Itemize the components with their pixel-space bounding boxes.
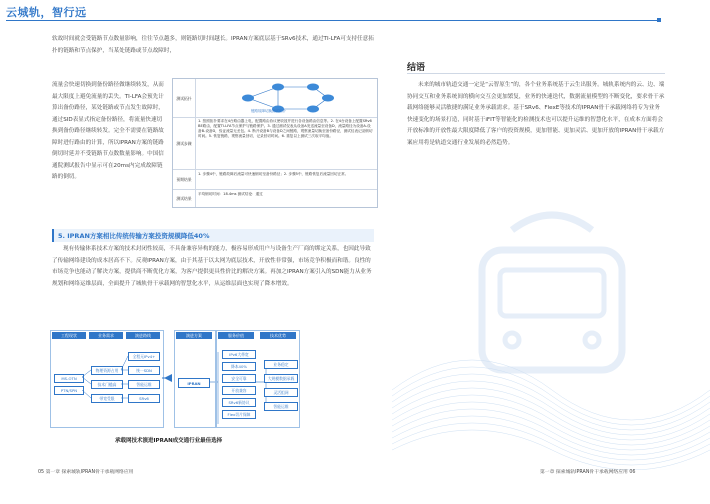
diagram-box: 技术门槛高: [91, 380, 123, 389]
row-content: 1. 按照拓扑要求在4台路由器上电，配置路由协议使收敛并进行各设备路由信息等。2. 在4台设备上配置SRv6 BE路由，配置TI-LFA节点保护与链路保护。3. 通过测试仪表从设备A发送流量至设备D，流量路径为设备A-设备B-设备D，验证流量无丢包。4. 断开设备B与设备D之间链路，观察流量切换至备份路径，测试仪表记录倒切时间。5. 恢复链路，观察流量回切，记录回切时间。6. 重复以上测试三次取平均值。: [198, 119, 373, 138]
diagram-box: Flex切片保障: [222, 410, 256, 419]
diagram-head: 演进路线: [126, 332, 160, 339]
conclusion-title: 结语: [407, 63, 426, 73]
diagram-box: SRv6新协议: [222, 398, 256, 407]
diagram-box: 统一SDN: [128, 366, 160, 375]
row-content: 1. 步骤4中，链路故障后流量可快速倒切至备份路径；2. 步骤5中，链路恢复后流量回切正常。: [198, 172, 349, 176]
diagram-box: 降本40%: [222, 362, 256, 371]
diagram-box: 智能运维: [128, 380, 160, 389]
diagram-box: 安全可靠: [222, 374, 256, 383]
section-body: 现有传输体系技术方案的技术封闭性较高，不具备兼容异构的能力，极容易形成用户与设备生产厂商的绑定关系，也因此导致了传输网络建设的成本居高不下。反观IPRAN方案，由于其基于以太网为底层技术，开放性非常强，市场竞争积极而和谐。良性的市场竞争也能动了解决方案，提供商不断优化方案，为客户提供更具性价比的解决方案。再加之IPRAN方案引入的SDN能力从业务规划和网络运维层面，全面提升了城轨骨干承载网的智慧化水平，从运维层面也实现了降本增效。: [52, 246, 372, 287]
header-dot: [657, 18, 661, 22]
diagram-head: 业务需求: [89, 332, 123, 339]
diagram-head: 工程现状: [52, 332, 86, 339]
diagram-center-box: IPRAN: [178, 378, 210, 388]
conclusion-body: 未来的城市轨道交通一定是“云智原生”的，各个业务系统基于云生出服务。城轨系统内的云、边、端协同交互和业务系统间的横向交互会更加繁复，业务的快速迭代，数据流量模型的不断变化，要求骨干承载网络能够灵活敏捷的满足业务承载需求。基于SRv6、FlexE等技术的IPRAN骨干承载网络将专为业务快速变化的场景打造，同时基于iFIT等智能化的检测技术也可以提升运维的智慧化水平，在成本方面将会开放标准的开放性最大限度降低了客户的投资规模，更加智能、更加灵活、更加开放的IPRAN骨干承载方案应用将是轨道交通行业发展的必然趋势。: [407, 82, 665, 146]
diagram-head: 技术优势: [260, 332, 296, 339]
row-label: 预期结果: [173, 169, 196, 189]
table-row: [173, 79, 377, 118]
topology-label: 链路故障切换测试拓扑: [251, 109, 286, 113]
footer-right: 第一章 探索城轨IPRAN骨干承载网络应用 06: [540, 470, 636, 475]
diagram-box: 灵活组网: [264, 388, 298, 397]
section-title: 5. IPRAN方案相比传统传输方案投资规模降低40%: [58, 232, 210, 240]
evolution-diagram: [50, 330, 380, 430]
diagram-box: MS-OTN: [54, 374, 84, 383]
table-row: [173, 117, 377, 170]
row-label: 测试结果: [173, 189, 196, 207]
header-rule: [6, 20, 661, 21]
diagram-head: 服务价值: [218, 332, 254, 339]
diagram-box: PTN/SPN: [54, 386, 84, 395]
diagram-head: 演进方案: [176, 332, 212, 339]
table-row: [173, 189, 377, 207]
table-row: [173, 169, 377, 190]
para-intro-side: 流量会快速切换到备份路径做继续转发，从而最大限度上避免流量的丢失。TI-LFA会预先计算出备份路径，某处链路或节点发生故障时，通过SID表显式指定备份路径，将流量快速切换到备份路径继续转发。完全不需要在链路故障时进行路由的计算，所以IPRAN方案的链路倒切时延并不受链路节点数数量影响。中国信通院测试报告中显示可在20ms内完成故障链路的倒切。: [52, 82, 164, 180]
test-table: [172, 78, 378, 208]
para-intro-top: 软故时间就会受链路节点数量影响，往往节点越多，则链路切时间越长。IPRAN方案底层基于SRv6技术，通过TI-LFA可支持任意拓扑的链路和节点保护，当某处链路或节点故障时，: [52, 36, 374, 54]
diagram-box: 大规模数据承载: [264, 374, 298, 383]
topology-diagram: [233, 81, 343, 115]
diagram-caption: 承载网技术演进IPRAN成交通行业最佳选择: [115, 438, 223, 444]
footer-left: 05 第一章 探索城轨IPRAN骨干承载网络应用: [38, 470, 134, 475]
row-label: 测试步骤: [173, 117, 196, 169]
decorative-train-illustration: [392, 190, 710, 470]
section-header-bar: [52, 229, 54, 242]
diagram-box: 业务稳定: [264, 360, 298, 369]
diagram-box: 智能运维: [264, 402, 298, 411]
diagram-box: 物理资源占用: [91, 366, 123, 375]
diagram-box: 全程无IPv4+: [128, 352, 160, 361]
diagram-box: 带宽受限: [91, 394, 123, 403]
row-label: 测试拓扑: [173, 79, 196, 117]
row-content: 平均倒切时间：18.4ms 测试结论：通过: [198, 192, 263, 196]
diagram-box: 开放兼容: [222, 386, 256, 395]
conclusion-rule: [407, 73, 665, 74]
diagram-box: IPv6大带宽: [222, 350, 256, 359]
diagram-box: SRv6: [128, 394, 160, 403]
header-title: 云城轨，智行远: [6, 6, 87, 19]
